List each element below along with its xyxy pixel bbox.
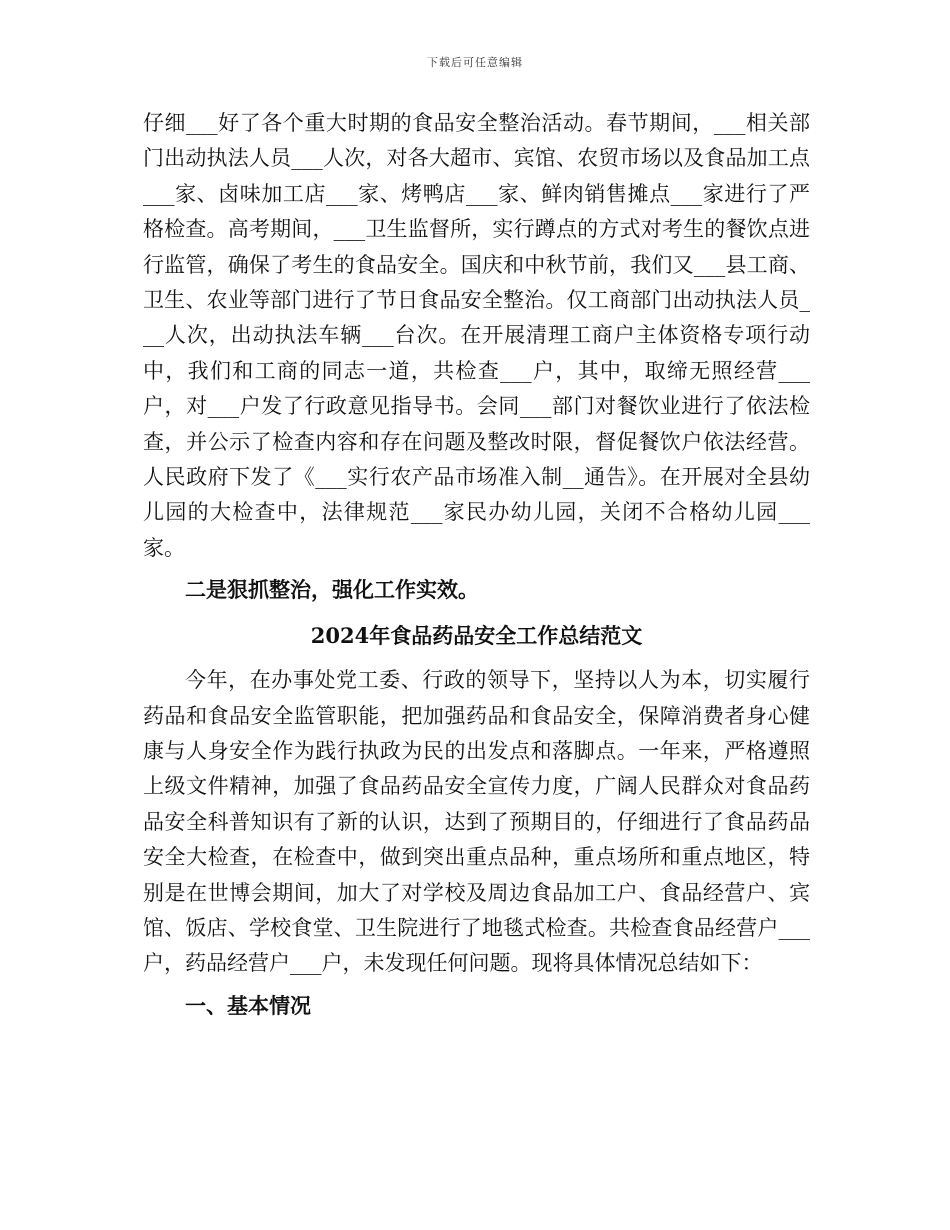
document-body — [143, 106, 810, 1033]
document-title: 2024年食品药品安全工作总结范文 — [310, 622, 643, 648]
paragraph-inspection-activities: 仔细___好了各个重大时期的食品安全整治活动。春节期间，___相关部门出动执法人员___人次，对各大超市、宾馆、农贸市场以及食品加工点___家、卤味加工店___家、烤鸭店___家、鲜肉销售摊点___家进行了严格检查。高考期间，___卫生监督所，实行蹲点的方式对考生的餐饮点进行监管，确保了考生的食品安全。国庆和中秋节前，我们又___县工商、卫生、农业等部门进行了节日食品安全整治。仅工商部门出动执法人员___人次，出动执法车辆___台次。在开展清理工商户主体资格专项行动中，我们和工商的同志一道，共检查___户，其中，取缔无照经营___户，对___户发了行政意见指导书。会同___部门对餐饮业进行了依法检查，并公示了检查内容和存在问题及整改时限，督促餐饮户依法经营。人民政府下发了《___实行农产品市场准入制__通告》。在开展对全县幼儿园的大检查中，法律规范___家民办幼儿园，关闭不合格幼儿园___家。 — [143, 111, 810, 560]
paragraph-introduction: 今年，在办事处党工委、行政的领导下，坚持以人为本，切实履行药品和食品安全监管职能，把加强药品和食品安全，保障消费者身心健康与人身安全作为践行执政为民的出发点和落脚点。一年来，严格遵照上级文件精神，加强了食品药品安全宣传力度，广阔人民群众对食品药品安全科普知识有了新的认识，达到了预期目的，仔细进行了食品药品安全大检查，在检查中，做到突出重点品种，重点场所和重点地区，特别是在世博会期间，加大了对学校及周边食品加工户、食品经营户、宾馆、饭店、学校食堂、卫生院进行了地毯式检查。共检查食品经营户___户，药品经营户___户，未发现任何问题。现将具体情况总结如下： — [143, 668, 810, 976]
section-heading-rectification: 二是狠抓整治，强化工作实效。 — [185, 577, 479, 603]
section-heading-basic-situation: 一、基本情况 — [185, 992, 311, 1018]
page-header-note: 下载后可任意编辑 — [427, 56, 523, 69]
